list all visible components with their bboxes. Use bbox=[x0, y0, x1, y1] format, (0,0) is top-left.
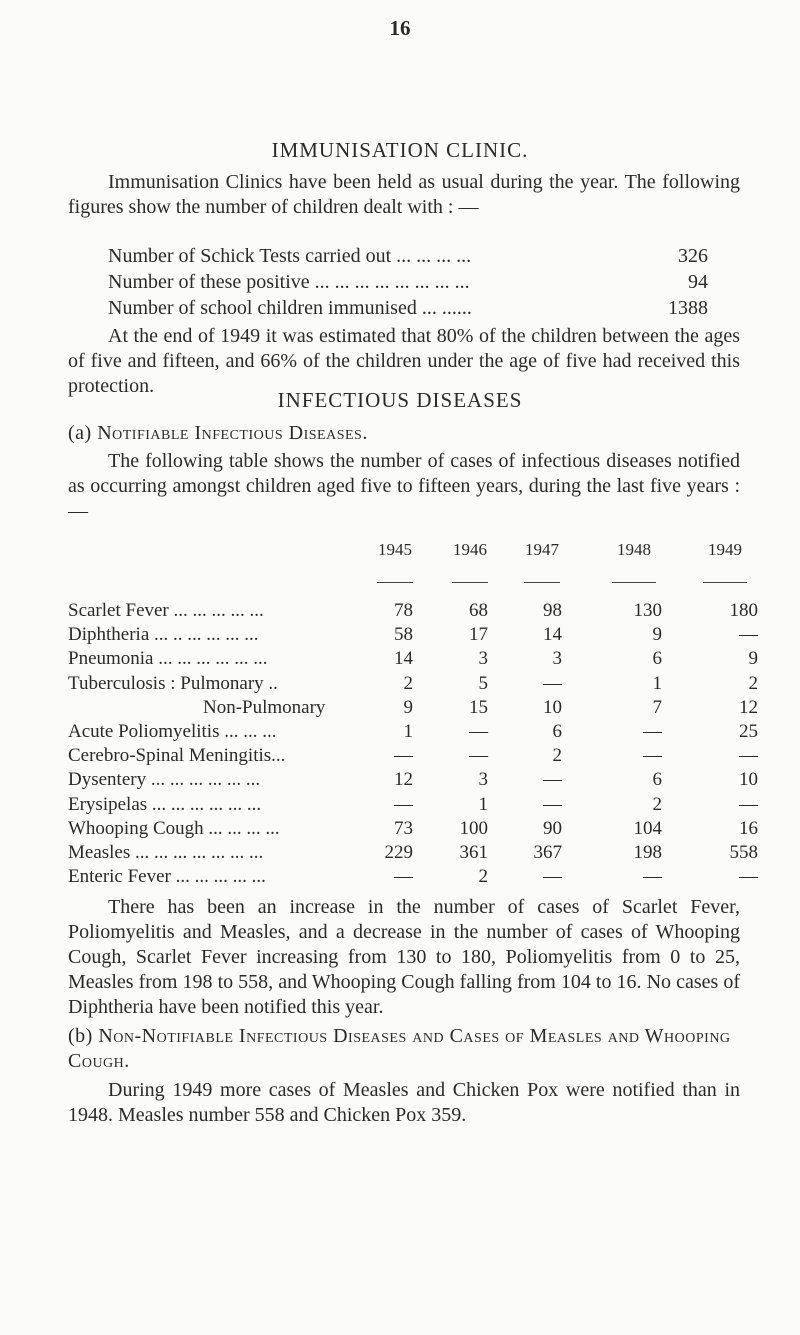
table-cell: — bbox=[469, 721, 488, 742]
table-cell: 558 bbox=[729, 842, 758, 863]
table-cell: 2 bbox=[748, 672, 758, 694]
table-cell: 6 bbox=[652, 769, 662, 791]
table-cell: 10 bbox=[543, 696, 562, 718]
table-row bbox=[68, 865, 758, 889]
disease-name: Tuberculosis : Pulmonary .. bbox=[68, 672, 278, 694]
table-cell: 3 bbox=[552, 648, 562, 670]
table-cell: 3 bbox=[478, 769, 488, 791]
section-a-title bbox=[68, 422, 368, 445]
table-cell: 9 bbox=[652, 624, 662, 646]
table-cell: 25 bbox=[739, 721, 758, 742]
table-cell: 180 bbox=[729, 600, 758, 621]
immunisation-heading: IMMUNISATION CLINIC. bbox=[271, 138, 529, 162]
table-cell: 98 bbox=[543, 600, 562, 621]
table-cell: 2 bbox=[478, 866, 488, 888]
table-row bbox=[68, 768, 758, 792]
table-row bbox=[68, 623, 758, 647]
table-cell: 130 bbox=[633, 600, 662, 621]
table-cell: — bbox=[394, 793, 413, 815]
year-header: 1945 bbox=[378, 540, 412, 559]
header-rule bbox=[524, 582, 560, 583]
table-cell: — bbox=[643, 721, 662, 742]
table-cell: — bbox=[739, 866, 758, 888]
table-cell: — bbox=[739, 745, 758, 767]
summary-paragraph: There has been an increase in the number of cases of Scarlet Fever, Poliomyelitis and Measles, and a decrease in the number of cases of Whooping Cough, Scarlet Fever increasing from 130 to 180, Poliomyelitis from 0 to 25, Measles from 198 to 558, and Whooping Cough falling from 104 to 16. No cases of Diphtheria have been notified this year. bbox=[68, 896, 740, 1018]
disease-name: Pneumonia ... ... ... ... ... ... bbox=[68, 648, 268, 670]
immunisation-estimate: At the end of 1949 it was estimated that 80% of the children between the ages of five and fifteen, and 66% of the children under the age of five had received this protection. bbox=[68, 325, 740, 397]
table-cell: 100 bbox=[459, 817, 488, 839]
table-cell: 73 bbox=[394, 817, 413, 839]
stat-row bbox=[108, 245, 708, 269]
disease-name: Measles ... ... ... ... ... ... ... bbox=[68, 842, 264, 863]
table-cell: 14 bbox=[543, 624, 562, 646]
table-cell: — bbox=[543, 793, 562, 815]
disease-name: Non-Pulmonary bbox=[203, 696, 326, 718]
table-cell: 1 bbox=[652, 672, 662, 694]
table-cell: 6 bbox=[552, 721, 562, 742]
table-row bbox=[68, 744, 758, 768]
table-cell: — bbox=[643, 866, 662, 888]
table-cell: 104 bbox=[633, 817, 662, 839]
table-cell: 6 bbox=[652, 648, 662, 670]
immunisation-intro: Immunisation Clinics have been held as usual during the year. The following figures show the number of children dealt with : — bbox=[68, 171, 740, 218]
table-cell: — bbox=[469, 745, 488, 767]
infectious-heading: INFECTIOUS DISEASES bbox=[277, 388, 523, 412]
table-row bbox=[68, 672, 758, 696]
stat-value: 94 bbox=[688, 271, 708, 293]
table-cell: — bbox=[739, 624, 758, 646]
table-cell: — bbox=[394, 745, 413, 767]
table-cell: 2 bbox=[552, 745, 562, 767]
year-header: 1949 bbox=[708, 540, 742, 559]
table-row bbox=[68, 599, 758, 623]
table-row bbox=[68, 696, 758, 720]
table-cell: — bbox=[643, 745, 662, 767]
table-cell: 90 bbox=[543, 817, 562, 839]
disease-name: Enteric Fever ... ... ... ... ... bbox=[68, 866, 266, 888]
stat-label: Number of Schick Tests carried out ... ... ... ... bbox=[108, 245, 472, 267]
table-row bbox=[68, 817, 758, 841]
table-cell: — bbox=[543, 672, 562, 694]
header-rule bbox=[703, 582, 747, 583]
year-header: 1947 bbox=[525, 540, 559, 559]
disease-name: Acute Poliomyelitis ... ... ... bbox=[68, 721, 277, 742]
table-cell: 361 bbox=[459, 842, 488, 863]
table-cell: 16 bbox=[739, 817, 758, 839]
section-b-heading: Non-Notifiable Infectious Diseases and Cases of Measles and Whooping Cough. bbox=[68, 1025, 731, 1072]
table-cell: 15 bbox=[469, 696, 488, 718]
year-header: 1946 bbox=[453, 540, 487, 559]
table-cell: 78 bbox=[394, 600, 413, 621]
disease-name: Scarlet Fever ... ... ... ... ... bbox=[68, 600, 264, 621]
stat-row bbox=[108, 297, 708, 321]
table-cell: 229 bbox=[384, 842, 413, 863]
table-cell: 17 bbox=[469, 624, 488, 646]
stat-value: 326 bbox=[678, 245, 708, 267]
stat-label: Number of school children immunised ... ...... bbox=[108, 297, 472, 319]
section-a-letter: (a) bbox=[68, 422, 92, 444]
table-cell: 58 bbox=[394, 624, 413, 646]
header-rule bbox=[452, 582, 488, 583]
year-header: 1948 bbox=[617, 540, 651, 559]
table-cell: 198 bbox=[633, 842, 662, 863]
table-cell: 367 bbox=[533, 842, 562, 863]
header-rule bbox=[612, 582, 656, 583]
disease-name: Erysipelas ... ... ... ... ... ... bbox=[68, 793, 262, 815]
section-a-heading: Notifiable Infectious Diseases. bbox=[97, 422, 368, 444]
table-cell: 2 bbox=[403, 672, 413, 694]
section-b-letter: (b) bbox=[68, 1025, 93, 1047]
table-row bbox=[68, 647, 758, 671]
table-row bbox=[68, 720, 758, 744]
table-cell: — bbox=[543, 769, 562, 791]
disease-name: Whooping Cough ... ... ... ... bbox=[68, 817, 280, 839]
table-cell: 1 bbox=[478, 793, 488, 815]
disease-name: Cerebro-Spinal Meningitis... bbox=[68, 745, 286, 767]
table-cell: 14 bbox=[394, 648, 413, 670]
table-cell: 9 bbox=[403, 696, 413, 718]
section-a-intro: The following table shows the number of cases of infectious diseases notified as occurring amongst children aged five to fifteen years, during the last five years : — bbox=[68, 450, 740, 522]
section-b-text: During 1949 more cases of Measles and Chicken Pox were notified than in 1948. Measles number 558 and Chicken Pox 359. bbox=[68, 1079, 740, 1126]
section-b-title bbox=[68, 1024, 740, 1074]
stat-label: Number of these positive ... ... ... ... ... ... ... ... bbox=[108, 271, 470, 293]
table-cell: 68 bbox=[469, 600, 488, 621]
table-cell: 3 bbox=[478, 648, 488, 670]
table-cell: 9 bbox=[748, 648, 758, 670]
table-row bbox=[68, 793, 758, 817]
disease-name: Dysentery ... ... ... ... ... ... bbox=[68, 769, 261, 791]
header-rule bbox=[377, 582, 413, 583]
table-cell: 12 bbox=[394, 769, 413, 791]
table-cell: — bbox=[739, 793, 758, 815]
table-cell: 2 bbox=[652, 793, 662, 815]
disease-name: Diphtheria ... .. ... ... ... ... bbox=[68, 624, 259, 646]
page-number: 16 bbox=[389, 16, 411, 40]
table-cell: 10 bbox=[739, 769, 758, 791]
table-cell: 7 bbox=[652, 696, 662, 718]
stat-value: 1388 bbox=[668, 297, 708, 319]
table-cell: 1 bbox=[403, 721, 413, 742]
table-cell: 12 bbox=[739, 696, 758, 718]
table-cell: — bbox=[394, 866, 413, 888]
stat-row bbox=[108, 271, 708, 295]
table-row bbox=[68, 841, 758, 865]
table-cell: 5 bbox=[478, 672, 488, 694]
table-cell: — bbox=[543, 866, 562, 888]
